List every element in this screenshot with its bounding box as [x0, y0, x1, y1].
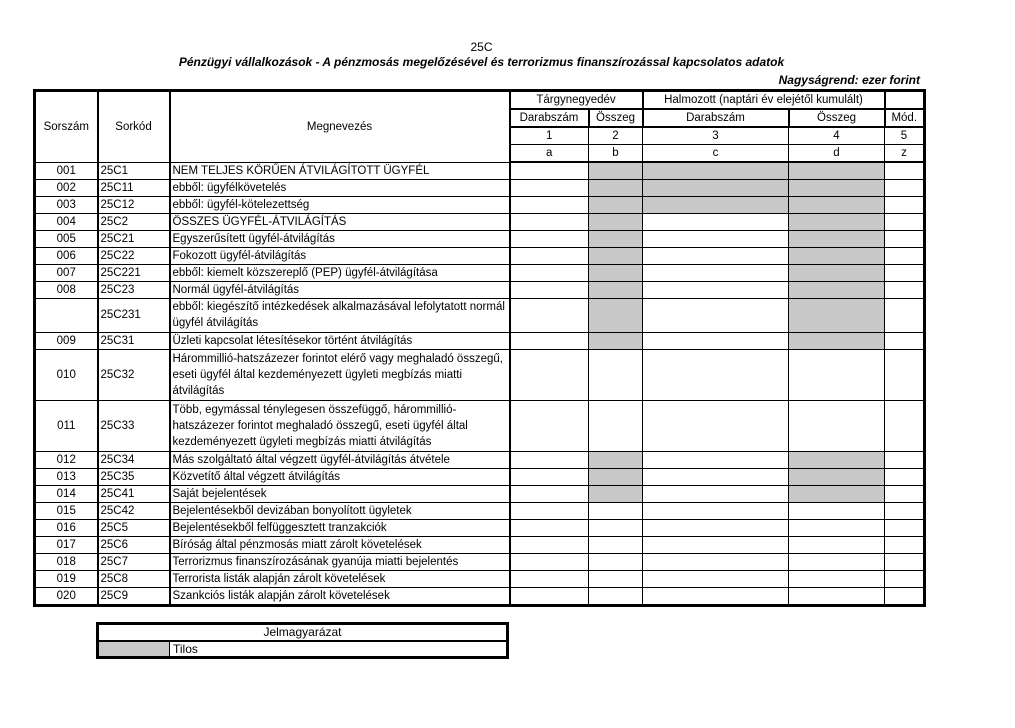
row-megnevezes: Bejelentésekből devizában bonyolított ügyletek	[170, 502, 510, 519]
cell-darabszam-1[interactable]	[510, 281, 589, 298]
cell-osszeg-2	[789, 298, 885, 332]
cell-mod[interactable]	[885, 247, 925, 264]
row-sorszam: 003	[35, 196, 98, 213]
row-sorkod: 25C23	[98, 281, 170, 298]
cell-darabszam-2	[643, 162, 789, 179]
cell-darabszam-2[interactable]	[643, 264, 789, 281]
cell-mod[interactable]	[885, 162, 925, 179]
row-sorkod: 25C11	[98, 179, 170, 196]
cell-darabszam-2[interactable]	[643, 213, 789, 230]
row-sorkod: 25C41	[98, 485, 170, 502]
cell-osszeg-1[interactable]	[589, 502, 643, 519]
row-sorszam: 005	[35, 230, 98, 247]
header-empty	[885, 91, 925, 110]
row-sorkod: 25C6	[98, 536, 170, 553]
row-sorkod: 25C5	[98, 519, 170, 536]
cell-osszeg-1	[589, 332, 643, 349]
table-row	[35, 162, 925, 179]
row-megnevezes: Bejelentésekből felfüggesztett tranzakciók	[170, 519, 510, 536]
row-sorkod: 25C33	[98, 400, 170, 451]
row-sorkod: 25C8	[98, 570, 170, 587]
row-sorkod: 25C32	[98, 349, 170, 400]
row-sorszam: 016	[35, 519, 98, 536]
cell-osszeg-1[interactable]	[589, 519, 643, 536]
row-megnevezes: Több, egymással ténylegesen összefüggő, hárommillió-hatszázezer forintot meghaladó összegű, eseti ügyfél által kezdeményezett ügyleti megbízás miatti átvilágítás	[170, 400, 510, 451]
cell-osszeg-2[interactable]	[789, 553, 885, 570]
table-row	[35, 400, 925, 451]
row-sorkod: 25C12	[98, 196, 170, 213]
row-sorkod: 25C9	[98, 587, 170, 605]
row-megnevezes: ebből: ügyfélkövetelés	[170, 179, 510, 196]
cell-darabszam-2	[643, 179, 789, 196]
table-row	[35, 570, 925, 587]
row-megnevezes: Közvetítő által végzett átvilágítás	[170, 468, 510, 485]
table-row	[35, 485, 925, 502]
cell-mod[interactable]	[885, 502, 925, 519]
cell-darabszam-1[interactable]	[510, 179, 589, 196]
row-sorkod: 25C1	[98, 162, 170, 179]
cell-darabszam-1[interactable]	[510, 400, 589, 451]
cell-darabszam-1[interactable]	[510, 247, 589, 264]
report-title: Pénzügyi vállalkozások - A pénzmosás megelőzésével és terrorizmus finanszírozással kapcsolatos adatok	[178, 55, 785, 69]
row-sorkod: 25C221	[98, 264, 170, 281]
cell-darabszam-1[interactable]	[510, 349, 589, 400]
table-row	[35, 196, 925, 213]
cell-darabszam-1[interactable]	[510, 196, 589, 213]
cell-osszeg-1[interactable]	[589, 349, 643, 400]
header-targynegyedev: Tárgynegyedév	[510, 91, 643, 110]
row-sorkod: 25C31	[98, 332, 170, 349]
cell-osszeg-2	[789, 451, 885, 468]
row-sorszam: 002	[35, 179, 98, 196]
cell-mod[interactable]	[885, 570, 925, 587]
cell-osszeg-1	[589, 298, 643, 332]
row-sorszam	[35, 298, 98, 332]
cell-darabszam-2[interactable]	[643, 502, 789, 519]
cell-osszeg-2[interactable]	[789, 502, 885, 519]
header-num-4: 4	[789, 127, 885, 145]
table-row	[35, 468, 925, 485]
table-row	[35, 281, 925, 298]
table-row	[35, 179, 925, 196]
row-sorkod: 25C231	[98, 298, 170, 332]
table-row	[35, 349, 925, 400]
cell-mod[interactable]	[885, 281, 925, 298]
table-row	[35, 264, 925, 281]
table-row	[35, 213, 925, 230]
table-row	[35, 502, 925, 519]
legend-title: Jelmagyarázat	[98, 624, 508, 641]
cell-darabszam-2[interactable]	[643, 485, 789, 502]
cell-darabszam-1[interactable]	[510, 536, 589, 553]
row-megnevezes: ÖSSZES ÜGYFÉL-ÁTVILÁGÍTÁS	[170, 213, 510, 230]
header-letter-d: d	[789, 145, 885, 163]
cell-osszeg-2	[789, 264, 885, 281]
cell-darabszam-2[interactable]	[643, 230, 789, 247]
row-sorszam: 006	[35, 247, 98, 264]
cell-darabszam-1[interactable]	[510, 298, 589, 332]
cell-mod[interactable]	[885, 519, 925, 536]
cell-osszeg-2	[789, 196, 885, 213]
row-sorszam: 004	[35, 213, 98, 230]
cell-mod[interactable]	[885, 400, 925, 451]
cell-mod[interactable]	[885, 553, 925, 570]
cell-darabszam-1[interactable]	[510, 332, 589, 349]
cell-darabszam-2[interactable]	[643, 298, 789, 332]
table-row	[35, 298, 925, 332]
cell-darabszam-2	[643, 196, 789, 213]
cell-osszeg-2[interactable]	[789, 570, 885, 587]
row-megnevezes: Terrorista listák alapján zárolt követelések	[170, 570, 510, 587]
cell-osszeg-2[interactable]	[789, 587, 885, 605]
row-megnevezes: Hárommillió-hatszázezer forintot elérő vagy meghaladó összegű, eseti ügyfél által kezdeményezett ügyleti megbízás miatti átvilágítás	[170, 349, 510, 400]
cell-osszeg-1	[589, 451, 643, 468]
row-sorszam: 017	[35, 536, 98, 553]
row-megnevezes: Egyszerűsített ügyfél-átvilágítás	[170, 230, 510, 247]
header-letter-b: b	[589, 145, 643, 163]
cell-darabszam-1[interactable]	[510, 230, 589, 247]
cell-osszeg-2	[789, 332, 885, 349]
cell-darabszam-2[interactable]	[643, 587, 789, 605]
cell-darabszam-1[interactable]	[510, 162, 589, 179]
cell-darabszam-1[interactable]	[510, 570, 589, 587]
cell-darabszam-2[interactable]	[643, 468, 789, 485]
cell-osszeg-1	[589, 281, 643, 298]
legend-tilos-label: Tilos	[170, 641, 508, 658]
row-sorszam: 018	[35, 553, 98, 570]
row-megnevezes: NEM TELJES KÖRŰEN ÁTVILÁGÍTOTT ÜGYFÉL	[170, 162, 510, 179]
cell-mod[interactable]	[885, 536, 925, 553]
cell-osszeg-1	[589, 247, 643, 264]
cell-darabszam-2[interactable]	[643, 332, 789, 349]
cell-osszeg-2	[789, 281, 885, 298]
row-megnevezes: ebből: kiegészítő intézkedések alkalmazásával lefolytatott normál ügyfél átvilágítás	[170, 298, 510, 332]
cell-osszeg-2	[789, 468, 885, 485]
row-sorkod: 25C21	[98, 230, 170, 247]
cell-darabszam-1[interactable]	[510, 468, 589, 485]
cell-mod[interactable]	[885, 213, 925, 230]
cell-darabszam-1[interactable]	[510, 553, 589, 570]
header-osszeg-2: Összeg	[789, 109, 885, 127]
cell-darabszam-2[interactable]	[643, 519, 789, 536]
table-row	[35, 332, 925, 349]
cell-mod[interactable]	[885, 468, 925, 485]
cell-mod[interactable]	[885, 451, 925, 468]
cell-osszeg-1	[589, 485, 643, 502]
row-megnevezes: ebből: ügyfél-kötelezettség	[170, 196, 510, 213]
cell-osszeg-2	[789, 247, 885, 264]
row-megnevezes: Terrorizmus finanszírozásának gyanúja miatti bejelentés	[170, 553, 510, 570]
cell-osszeg-1[interactable]	[589, 553, 643, 570]
row-sorszam: 020	[35, 587, 98, 605]
row-sorkod: 25C7	[98, 553, 170, 570]
header-num-3: 3	[643, 127, 789, 145]
cell-osszeg-1[interactable]	[589, 570, 643, 587]
row-megnevezes: Más szolgáltató által végzett ügyfél-átvilágítás átvétele	[170, 451, 510, 468]
cell-mod[interactable]	[885, 349, 925, 400]
cell-osszeg-1	[589, 213, 643, 230]
header-letter-c: c	[643, 145, 789, 163]
header-sorkod: Sorkód	[98, 91, 170, 163]
cell-darabszam-2[interactable]	[643, 451, 789, 468]
cell-darabszam-1[interactable]	[510, 519, 589, 536]
cell-osszeg-1	[589, 230, 643, 247]
row-sorszam: 013	[35, 468, 98, 485]
header-num-2: 2	[589, 127, 643, 145]
cell-osszeg-2[interactable]	[789, 519, 885, 536]
row-megnevezes: Szankciós listák alapján zárolt követelések	[170, 587, 510, 605]
cell-osszeg-2[interactable]	[789, 400, 885, 451]
cell-mod[interactable]	[885, 196, 925, 213]
cell-darabszam-1[interactable]	[510, 264, 589, 281]
cell-osszeg-1	[589, 179, 643, 196]
cell-osszeg-2[interactable]	[789, 349, 885, 400]
cell-darabszam-2[interactable]	[643, 553, 789, 570]
table-row	[35, 247, 925, 264]
row-sorkod: 25C35	[98, 468, 170, 485]
cell-darabszam-1[interactable]	[510, 213, 589, 230]
unit-label: Nagyságrend: ezer forint	[778, 73, 920, 87]
row-sorszam: 012	[35, 451, 98, 468]
cell-mod[interactable]	[885, 298, 925, 332]
cell-osszeg-2	[789, 179, 885, 196]
cell-darabszam-1[interactable]	[510, 502, 589, 519]
legend-table	[96, 622, 509, 659]
row-sorszam: 007	[35, 264, 98, 281]
cell-mod[interactable]	[885, 332, 925, 349]
row-megnevezes: Üzleti kapcsolat létesítésekor történt átvilágítás	[170, 332, 510, 349]
cell-darabszam-2[interactable]	[643, 400, 789, 451]
header-letter-a: a	[510, 145, 589, 163]
cell-mod[interactable]	[885, 179, 925, 196]
cell-mod[interactable]	[885, 587, 925, 605]
header-num-5: 5	[885, 127, 925, 145]
row-sorkod: 25C22	[98, 247, 170, 264]
row-megnevezes: Saját bejelentések	[170, 485, 510, 502]
header-halmozott: Halmozott (naptári év elejétől kumulált)	[643, 91, 885, 110]
report-code: 25C	[470, 40, 493, 54]
cell-osszeg-1	[589, 196, 643, 213]
row-megnevezes: Bíróság által pénzmosás miatt zárolt követelések	[170, 536, 510, 553]
table-row	[35, 451, 925, 468]
row-sorszam: 009	[35, 332, 98, 349]
cell-darabszam-1[interactable]	[510, 485, 589, 502]
cell-osszeg-1[interactable]	[589, 400, 643, 451]
cell-darabszam-1[interactable]	[510, 451, 589, 468]
cell-osszeg-1	[589, 162, 643, 179]
row-sorkod: 25C2	[98, 213, 170, 230]
table-row	[35, 587, 925, 605]
header-sorszam: Sorszám	[35, 91, 98, 163]
cell-mod[interactable]	[885, 264, 925, 281]
table-row	[35, 536, 925, 553]
cell-osszeg-1	[589, 468, 643, 485]
cell-osszeg-2[interactable]	[789, 536, 885, 553]
cell-mod[interactable]	[885, 485, 925, 502]
cell-osszeg-2	[789, 485, 885, 502]
header-darabszam-1: Darabszám	[510, 109, 589, 127]
table-row	[35, 230, 925, 247]
cell-darabszam-1[interactable]	[510, 587, 589, 605]
cell-darabszam-2[interactable]	[643, 349, 789, 400]
cell-osszeg-1	[589, 264, 643, 281]
row-sorszam: 011	[35, 400, 98, 451]
cell-osszeg-1[interactable]	[589, 536, 643, 553]
row-sorszam: 010	[35, 349, 98, 400]
header-darabszam-2: Darabszám	[643, 109, 789, 127]
header-osszeg-1: Összeg	[589, 109, 643, 127]
cell-darabszam-2[interactable]	[643, 570, 789, 587]
header-mod: Mód.	[885, 109, 925, 127]
legend-gray-swatch	[98, 641, 170, 658]
cell-darabszam-2[interactable]	[643, 536, 789, 553]
table-row	[35, 553, 925, 570]
header-megnevezes: Megnevezés	[170, 91, 510, 163]
cell-osszeg-2	[789, 230, 885, 247]
row-sorkod: 25C42	[98, 502, 170, 519]
header-letter-z: z	[885, 145, 925, 163]
data-table	[33, 89, 926, 607]
table-row	[35, 519, 925, 536]
row-sorszam: 008	[35, 281, 98, 298]
row-megnevezes: Fokozott ügyfél-átvilágítás	[170, 247, 510, 264]
cell-darabszam-2[interactable]	[643, 247, 789, 264]
row-sorszam: 015	[35, 502, 98, 519]
header-num-1: 1	[510, 127, 589, 145]
cell-darabszam-2[interactable]	[643, 281, 789, 298]
row-sorkod: 25C34	[98, 451, 170, 468]
row-sorszam: 001	[35, 162, 98, 179]
row-sorszam: 014	[35, 485, 98, 502]
cell-osszeg-2	[789, 162, 885, 179]
cell-osszeg-1[interactable]	[589, 587, 643, 605]
row-megnevezes: Normál ügyfél-átvilágítás	[170, 281, 510, 298]
row-megnevezes: ebből: kiemelt közszereplő (PEP) ügyfél-átvilágítása	[170, 264, 510, 281]
cell-osszeg-2	[789, 213, 885, 230]
row-sorszam: 019	[35, 570, 98, 587]
cell-mod[interactable]	[885, 230, 925, 247]
table-body	[35, 162, 925, 605]
